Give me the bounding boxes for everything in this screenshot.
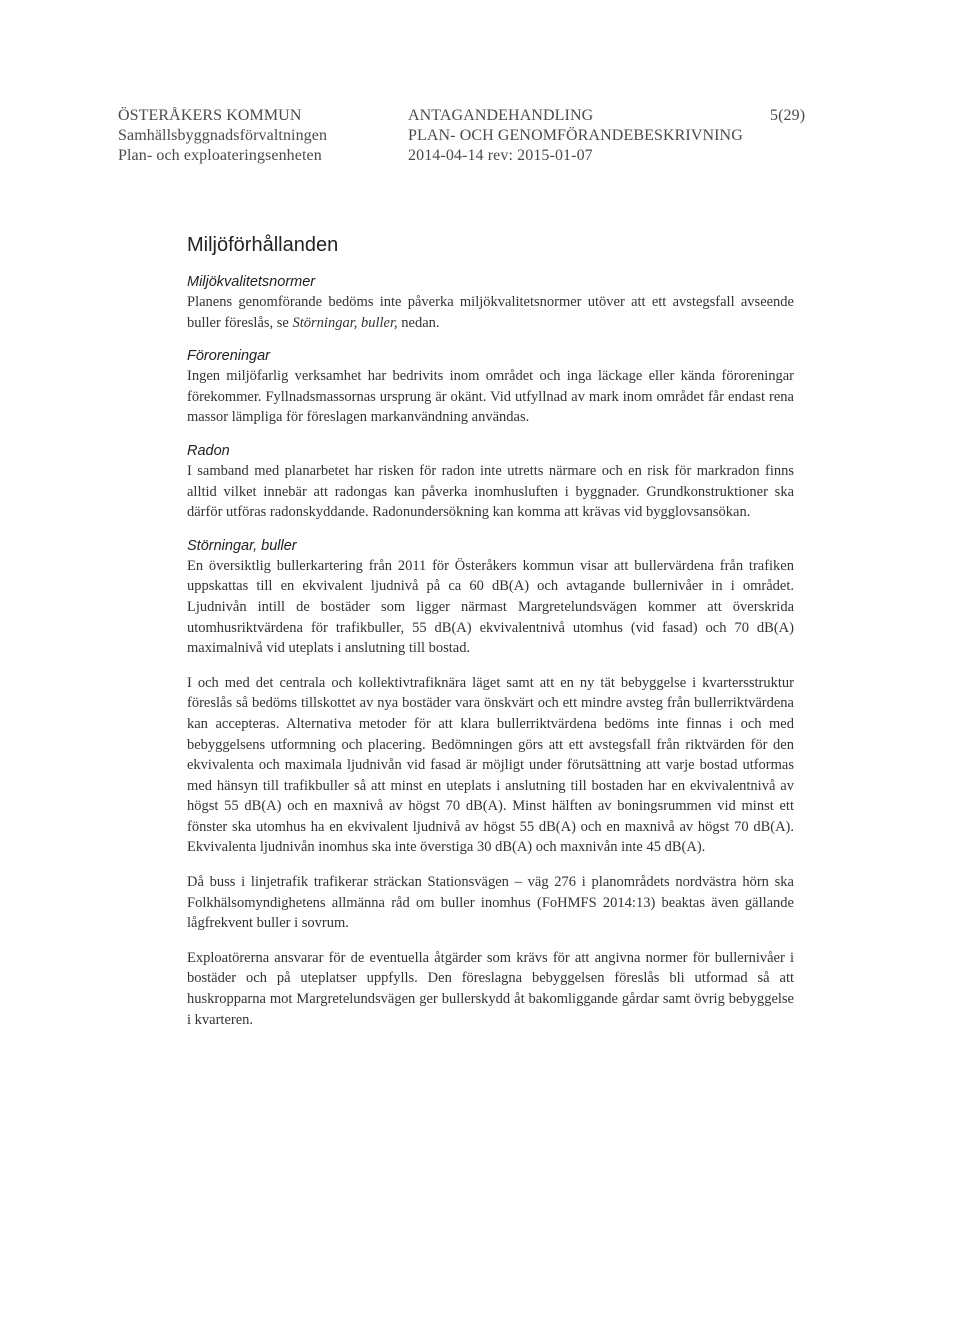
- text-segment: Planens genomförande bedöms inte påverka miljökvalitetsnormer utöver att ett avstegsfall avseende buller föreslås, se: [187, 294, 794, 331]
- paragraph: I och med det centrala och kollektivtrafiknära läget samt att en ny tät bebyggelse i kvartersstruktur föreslås så bedöms tillskottet av nya bostäder vara önskvärt och ett mindre avsteg från bullerriktvärdena kan accepteras. Alternativa metoder för att klara bullerriktvärdena bedöms inte finnas i och med bebyggelsens utformning och placering. Bedömningen görs att ett avstegsfall från riktvärden för den ekvivalenta och maximala ljudnivån vid fasad är möjligt under förutsättning att varje bostad utformas med hänsyn till trafikbuller så att minst en uteplats i anslutning till bostaden har en ekvivalentnivå av högst 55 dB(A) och en maxnivå av högst 70 dB(A). Minst hälften av boningsrummen vid minst ett fönster ska utomhus ha en ekvivalent ljudnivå av högst 55 dB(A) och en maxnivå av högst 70 dB(A). Ekvivalenta ljudnivån inomhus ska inte överstiga 30 dB(A) och maxnivån inte 45 dB(A).: [187, 674, 794, 856]
- section-miljokvalitetsnormer: [187, 272, 794, 333]
- document-status: ANTAGANDEHANDLING: [408, 107, 594, 124]
- text-segment: nedan.: [397, 314, 440, 331]
- main-heading: Miljöförhållanden: [187, 234, 339, 256]
- document-date: 2014-04-14 rev: 2015-01-07: [408, 147, 593, 164]
- page-number: 5(29): [770, 107, 806, 124]
- section-heading: Miljökvalitetsnormer: [187, 274, 316, 290]
- section-text: Ingen miljöfarlig verksamhet har bedrivits inom området och inga läckage eller kända föroreningar förekommer. Fyllnadsmassornas ursprung är okänt. Vid utfyllnad av mark inom området får endast rena massor lämpliga för föreslagen markanvändning användas.: [187, 368, 794, 426]
- org-name: ÖSTERÅKERS KOMMUN: [118, 107, 302, 124]
- section-text: [187, 292, 794, 333]
- document-body: [187, 232, 794, 1043]
- section-radon: [187, 441, 794, 523]
- paragraph: Då buss i linjetrafik trafikerar sträckan Stationsvägen – väg 276 i planområdets nordvästra hörn ska Folkhälsomyndighetens allmänna råd om buller inomhus (FoHMFS 2014:13) beaktas även gällande lågfrekvent buller i sovrum.: [187, 874, 794, 932]
- header-organization: [118, 106, 327, 166]
- section-fororeningar: [187, 346, 794, 428]
- section-reference: Störningar, buller,: [292, 314, 398, 331]
- section-heading: Radon: [187, 442, 230, 459]
- section-heading: Föroreningar: [187, 348, 271, 365]
- document-title: PLAN- OCH GENOMFÖRANDEBESKRIVNING: [408, 127, 743, 144]
- org-unit: Plan- och exploateringsenheten: [118, 147, 322, 164]
- paragraph: En översiktlig bullerkartering från 2011 för Österåkers kommun visar att bullervärdena från trafiken uppskattas till en ekvivalent ljudnivå på ca 60 dB(A) och avtagande bullernivåer in i området. Ljudnivån intill de bostäder som ligger närmast Margretelundsvägen kommer att överskrida utomhusriktvärdena för trafikbuller, 55 dB(A) ekvivalentnivå utomhus (vid fasad) och 70 dB(A) maximalnivå vid uteplats i anslutning till bostad.: [187, 557, 794, 657]
- paragraph: Exploatörerna ansvarar för de eventuella åtgärder som krävs för att angivna normer för bullernivåer i bostäder och på uteplatser uppfylls. Den föreslagna bebyggelsen föreslås bli utformad så att huskropparna mot Margretelundsvägen ger bullerskydd åt bakomliggande gårdar samt övrig bebyggelse i kvarteren.: [187, 949, 794, 1028]
- org-department: Samhällsbyggnadsförvaltningen: [118, 127, 328, 144]
- header-document-info: [408, 106, 743, 166]
- section-text: I samband med planarbetet har risken för radon inte utretts närmare och en risk för markradon finns alltid vilket innebär att radongas kan påverka inomhusluften i byggnader. Grundkonstruktioner ska därför utföras radonskyddande. Radonundersökning kan komma att krävas vid bygglovsansökan.: [187, 462, 794, 521]
- section-storningar-buller: [187, 536, 794, 1030]
- section-heading: Störningar, buller: [187, 537, 297, 554]
